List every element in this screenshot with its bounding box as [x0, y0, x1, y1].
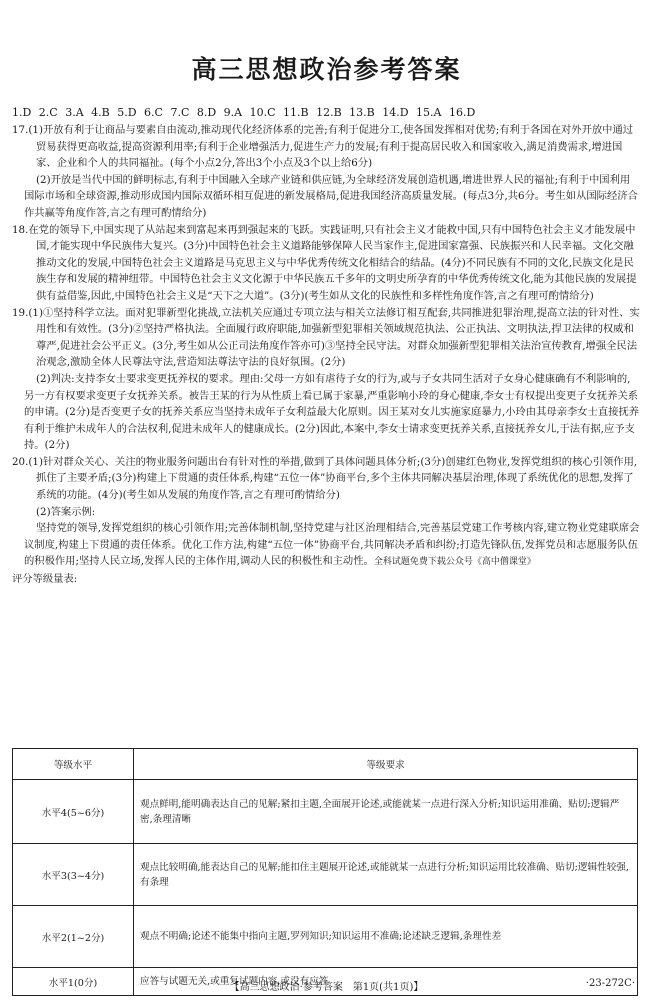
rubric-header-row: [13, 749, 638, 780]
table-row: [13, 844, 638, 906]
table-row: [13, 906, 638, 968]
rubric-level: 水平4(5~6分): [13, 780, 134, 844]
download-note: 全科试题免费下载公众号《高中僧课堂》: [373, 557, 536, 568]
rubric-req: 观点不明确;论述不能集中指向主题,罗列知识;知识运用不准确;论述缺乏逻辑,条理性差: [134, 906, 638, 968]
page-title: 高三思想政治参考答案: [191, 55, 462, 84]
q20-sample-answer: [12, 520, 640, 571]
q20-part2-label: (2)答案示例:: [36, 505, 96, 518]
q17-part2: (2)开放是当代中国的鲜明标志,有利于中国融入全球产业链和供应链,为全球经济发展创造机遇,增进世界人民的福祉;有利于中国利用国际市场和全球资源,推动形成国内国际双循环相互促进的新发展格局,促进我国经济高质量发展。(每点3分,共6分。考生如从国际经济合作共赢等角度作答,言之有理可酌情给分): [24, 173, 638, 219]
rubric-table: [12, 748, 638, 996]
q20-part1: 20.(1)针对群众关心、关注的物业服务问题出台有针对性的举措,做到了具体问题具体分析;(3分)创建红色物业,发挥党组织的核心引领作用,抓住了主要矛盾;(3分)构建上下贯通的责任体系,构建“五位一体”协商平台,多个主体共同解决基层治理,体现了系统优化的思想,发挥了系统的功能。(4分)(考生如从发展的角度作答,言之有理可酌情给分): [12, 455, 638, 502]
multiple-choice-answers: 1.D 2.C 3.A 4.B 5.D 6.C 7.C 8.D 9.A 10.C 11.B 12.B 13.B 14.D 15.A 16.D: [12, 106, 476, 119]
rubric-header-level: 等级水平: [13, 749, 134, 780]
document-code: ·23-272C·: [585, 978, 635, 989]
rubric-level: 水平2(1~2分): [13, 906, 134, 968]
rubric-level: 水平3(3~4分): [13, 844, 134, 906]
q20-sample-text: 坚持党的领导,发挥党组织的核心引领作用;完善体制机制,坚持党建与社区治理相结合,完善基层党建工作考核内容,建立物业党建联席会议制度,构建上下贯通的责任体系。优化工作方法,构建“五位一体”协商平台,共同解决矛盾和纠纷;打造先锋队伍,发挥党员和志愿服务队伍的积极作用;坚持人民立场,发挥人民的主体作用,调动人民的积极性和主动性。: [24, 522, 640, 568]
q19-part1: 19.(1)①坚持科学立法。面对犯罪新型化挑战,立法机关应通过专项立法与相关立法修订相互配套,共同推进犯罪治理,提高立法的针对性、实用性和有效性。(3分)②坚持严格执法。全面履行政府职能,加强新型犯罪相关领域规范执法、公正执法、文明执法,捍卫法律的权威和尊严,促进社会公平正义。(3分,考生如从公正司法角度作答亦可)③坚持全民守法。对群众加强新型犯罪相关法治宣传教育,增强全民法治观念,激励全体人民尊法守法,营造知法尊法守法的良好氛围。(2分): [12, 306, 640, 369]
rubric-level: 水平1(0分): [13, 968, 134, 996]
rubric-req: 应答与试题无关,或重复试题内容,或没有应答: [134, 968, 638, 996]
table-row: [13, 780, 638, 844]
rubric-req: 观点比较明确,能表达自己的见解;能扣住主题展开论述,或能就某一点进行分析;知识运用比较准确、贴切;逻辑性较强,有条理: [134, 844, 638, 906]
page-footer: 【高三思想政治·参考答案 第1页(共1页)】: [229, 982, 424, 993]
rubric-header-req: 等级要求: [134, 749, 638, 780]
q17-part1: 17.(1)开放有利于让商品与要素自由流动,推动现代化经济体系的完善;有利于促进分工,使各国发挥相对优势;有利于各国在对外开放中通过贸易获得更高收益,提高资源利用率;有利于企业增强活力,促进生产力的发展;有利于提高居民收入和国家收入,满足消费需求,增进国家、企业和个人的共同福祉。(每个小点2分,答出3个小点及3个以上给6分): [12, 124, 634, 170]
q18-answer: 18.在党的领导下,中国实现了从站起来到富起来再到强起来的飞跃。实践证明,只有社会主义才能救中国,只有中国特色社会主义才能发展中国,才能实现中华民族伟大复兴。(3分)中国特色社会主义道路能够保障人民当家作主,促进国家富强、民族振兴和人民幸福。文化交融推动文化的发展,中国特色社会主义道路是马克思主义与中华优秀传统文化相结合的结晶。(4分)不同民族有不同的文化,民族文化是民族生存和发展的精神纽带。中国特色社会主义文化源于中华民族五千多年的文明史所孕育的中华优秀传统文化,能为其他民族的发展提供有益借鉴,因此,中国特色社会主义是“天下之大道”。(3分)(考生如从文化的民族性和多样性角度作答,言之有理可酌情给分): [12, 223, 637, 302]
rubric-label: 评分等级量表:: [12, 573, 78, 586]
q19-part2: (2)判决:支持李女士要求变更抚养权的要求。理由:父母一方如有虐待子女的行为,或与子女共同生活对子女身心健康确有不利影响的,另一方有权要求变更子女抚养关系。被告王某的行为从性质上看已属于家暴,严重影响小玲的身心健康,李女士有权提出变更子女抚养关系的申请。(2分)是否变更子女的抚养关系应当坚持未成年子女利益最大化原则。因王某对女儿实施家庭暴力,小玲由其母亲李女士直接抚养有利于维护未成年人的合法权利,促进未成年人的健康成长。(2分)因此,本案中,李女士请求变更抚养关系,直接抚养女儿,于法有据,应予支持。(2分): [24, 372, 640, 452]
rubric-req: 观点鲜明,能明确表达自己的见解;紧扣主题,全面展开论述,或能就某一点进行深入分析;知识运用准确、贴切;逻辑严密,条理清晰: [134, 780, 638, 844]
answer-body: [12, 122, 640, 588]
